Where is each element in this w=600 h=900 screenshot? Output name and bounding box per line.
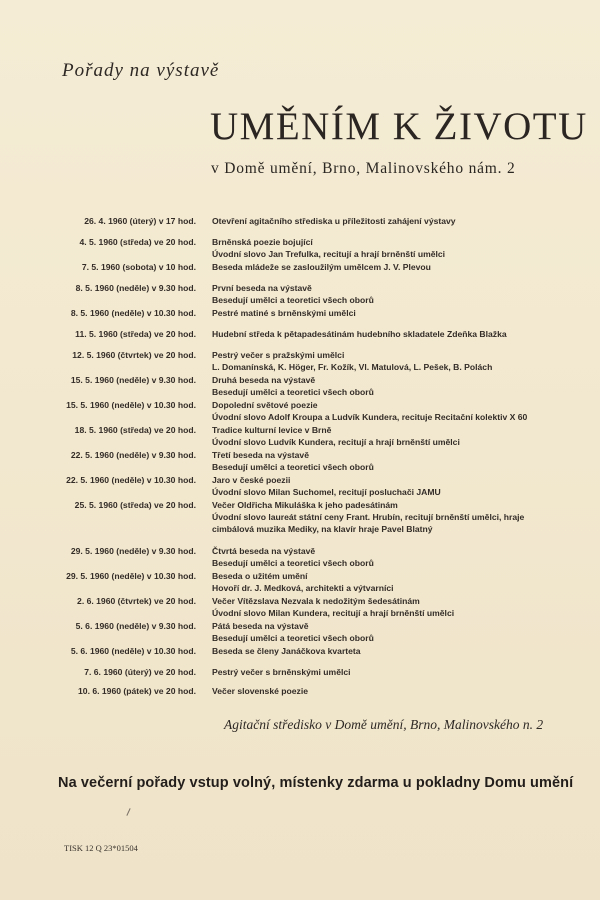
program-entry <box>30 399 578 423</box>
program-entry <box>30 645 578 657</box>
program-entry <box>30 307 578 319</box>
program-entry <box>30 595 578 619</box>
program-date: 25. 5. 1960 (středa) ve 20 hod. <box>74 500 196 510</box>
program-line: L. Domanínská, K. Höger, Fr. Kožík, Vl. Matulová, L. Pešek, B. Polách <box>212 362 493 372</box>
program-line: Besedují umělci a teoretici všech oborů <box>212 558 374 568</box>
program-entry <box>30 349 578 373</box>
program-date: 15. 5. 1960 (neděle) v 10.30 hod. <box>66 400 196 410</box>
program-date: 2. 6. 1960 (čtvrtek) ve 20 hod. <box>77 596 196 606</box>
program-line: Pestré matiné s brněnskými umělci <box>212 308 356 318</box>
poster-subtitle: Pořady na výstavě <box>62 60 220 81</box>
program-line: Tradice kulturní levice v Brně <box>212 425 332 435</box>
program-date: 11. 5. 1960 (středa) ve 20 hod. <box>75 329 196 339</box>
program-description <box>212 570 578 594</box>
admission-notice: Na večerní pořady vstup volný, místenky zdarma u pokladny Domu umění <box>58 775 574 791</box>
program-description <box>212 307 578 319</box>
program-line: Besedují umělci a teoretici všech oborů <box>212 387 374 397</box>
program-line: Beseda o užitém umění <box>212 571 308 581</box>
program-date: 29. 5. 1960 (neděle) v 10.30 hod. <box>66 571 196 581</box>
program-line: Čtvrtá beseda na výstavě <box>212 546 316 556</box>
program-line: Úvodní slovo Milan Kundera, recitují a hrají brněnští umělci <box>212 608 455 618</box>
program-description <box>212 424 578 448</box>
program-entry <box>30 685 578 697</box>
program-line: Otevření agitačního střediska u příležitosti zahájení výstavy <box>212 216 456 226</box>
program-line: Úvodní slovo laureát státní ceny Frant. Hrubín, recitují brněnští umělci, hraje <box>212 512 525 522</box>
program-date: 15. 5. 1960 (neděle) v 9.30 hod. <box>70 375 196 385</box>
program-line: Druhá beseda na výstavě <box>212 375 316 385</box>
program-line: Večer Vítězslava Nezvala k nedožitým šedesátinám <box>212 596 420 606</box>
program-description <box>212 666 578 678</box>
program-line: Beseda mládeže se zasloužilým umělcem J. V. Plevou <box>212 262 431 272</box>
program-date: 29. 5. 1960 (neděle) v 9.30 hod. <box>70 546 196 556</box>
program-description <box>212 545 578 569</box>
program-date: 10. 6. 1960 (pátek) ve 20 hod. <box>78 686 196 696</box>
program-entry <box>30 666 578 678</box>
program-date: 8. 5. 1960 (neděle) v 10.30 hod. <box>70 308 196 318</box>
program-date: 5. 6. 1960 (neděle) v 9.30 hod. <box>75 621 196 631</box>
program-line: Brněnská poezie bojující <box>212 237 313 247</box>
program-line: Pestrý večer s brněnskými umělci <box>212 667 351 677</box>
program-line: cimbálová muzika Mediky, na klavír hraje Pavel Blatný <box>212 524 433 534</box>
program-description <box>212 449 578 473</box>
program-line: Třetí beseda na výstavě <box>212 450 309 460</box>
program-entry <box>30 449 578 473</box>
program-date: 5. 6. 1960 (neděle) v 10.30 hod. <box>70 646 196 656</box>
program-date: 12. 5. 1960 (čtvrtek) ve 20 hod. <box>72 350 196 360</box>
program-entry <box>30 570 578 594</box>
program-line: Besedují umělci a teoretici všech oborů <box>212 295 374 305</box>
organizer-line: Agitační středisko v Domě umění, Brno, Malinovského n. 2 <box>224 717 544 732</box>
program-description <box>212 349 578 373</box>
program-line: Večer Oldřicha Mikuláška k jeho padesátinám <box>212 500 398 510</box>
program-line: Jaro v české poezii <box>212 475 291 485</box>
program-line: Úvodní slovo Adolf Kroupa a Ludvík Kundera, recituje Recitační kolektiv X 60 <box>212 412 528 422</box>
program-entry <box>30 499 578 535</box>
program-description <box>212 282 578 306</box>
program-date: 8. 5. 1960 (neděle) v 9.30 hod. <box>75 283 196 293</box>
program-date: 22. 5. 1960 (neděle) v 9.30 hod. <box>70 450 196 460</box>
program-line: Pestrý večer s pražskými umělci <box>212 350 345 360</box>
program-date: 7. 5. 1960 (sobota) v 10 hod. <box>81 262 196 272</box>
program-date: 22. 5. 1960 (neděle) v 10.30 hod. <box>66 475 196 485</box>
program-description <box>212 261 578 273</box>
program-description <box>212 215 578 227</box>
program-line: Úvodní slovo Milan Suchomel, recitují posluchači JAMU <box>212 487 441 497</box>
program-description <box>212 595 578 619</box>
program-date: 18. 5. 1960 (středa) ve 20 hod. <box>74 425 196 435</box>
program-line: Dopolední světové poezie <box>212 400 318 410</box>
program-entry <box>30 236 578 260</box>
program-description <box>212 236 578 260</box>
program-line: Besedují umělci a teoretici všech oborů <box>212 462 374 472</box>
program-line: Úvodní slovo Ludvík Kundera, recitují a hrají brněnští umělci <box>212 437 460 447</box>
program-description <box>212 328 578 340</box>
print-code: TISK 12 Q 23*01504 <box>64 843 138 853</box>
program-description <box>212 474 578 498</box>
program-date: 4. 5. 1960 (středa) ve 20 hod. <box>79 237 196 247</box>
program-line: Beseda se členy Janáčkova kvarteta <box>212 646 361 656</box>
program-line: Besedují umělci a teoretici všech oborů <box>212 633 374 643</box>
program-description <box>212 620 578 644</box>
program-entry <box>30 261 578 273</box>
program-description <box>212 685 578 697</box>
program-entry <box>30 282 578 306</box>
program-date: 7. 6. 1960 (úterý) ve 20 hod. <box>84 667 196 677</box>
program-line: Večer slovenské poezie <box>212 686 309 696</box>
program-line: První beseda na výstavě <box>212 283 312 293</box>
program-description <box>212 499 578 535</box>
program-line: Hovoří dr. J. Medková, architekti a výtvarníci <box>212 583 394 593</box>
program-description <box>212 374 578 398</box>
program-line: Úvodní slovo Jan Trefulka, recitují a hrají brněnští umělci <box>212 249 446 259</box>
program-entry <box>30 620 578 644</box>
program-description <box>212 399 578 423</box>
program-date: 26. 4. 1960 (úterý) v 17 hod. <box>84 216 196 226</box>
program-entry <box>30 424 578 448</box>
poster-venue: v Domě umění, Brno, Malinovského nám. 2 <box>211 160 516 177</box>
program-description <box>212 645 578 657</box>
program-line: Hudební středa k pětapadesátinám hudebního skladatele Zdeňka Blažka <box>212 329 507 339</box>
program-entry <box>30 545 578 569</box>
program-entry <box>30 374 578 398</box>
program-entry <box>30 328 578 340</box>
program-line: Pátá beseda na výstavě <box>212 621 309 631</box>
program-entry <box>30 474 578 498</box>
program-entry <box>30 215 578 227</box>
poster-title: UMĚNÍM K ŽIVOTU <box>210 105 588 148</box>
